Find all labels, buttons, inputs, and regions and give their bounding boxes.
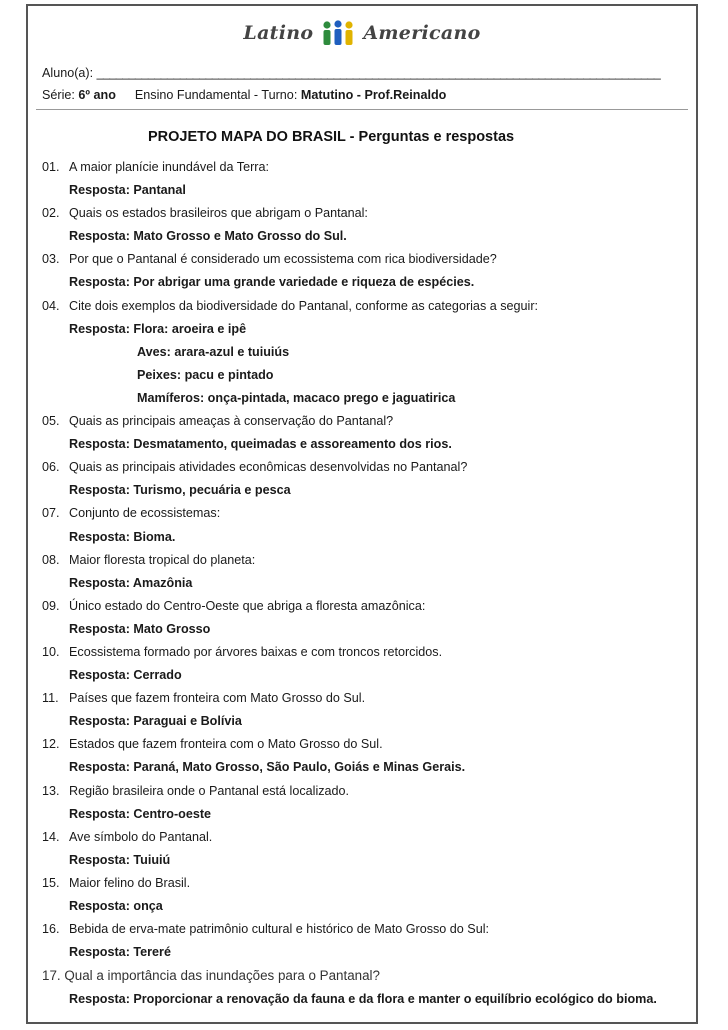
- answer-text: Resposta: Cerrado: [69, 668, 182, 683]
- grade-value: 6º ano: [78, 88, 116, 102]
- shift-text: Matutino - Prof.Reinaldo: [300, 88, 447, 102]
- answer-text: Resposta: Pantanal: [69, 183, 186, 198]
- question-number: 11.: [42, 691, 59, 706]
- question-04: [42, 295, 694, 318]
- question-number: 05.: [42, 414, 60, 429]
- level-text: Ensino Fundamental - Turno:: [134, 88, 298, 102]
- answer-text: Resposta: Paraguai e Bolívia: [69, 714, 242, 729]
- question-14: [42, 826, 694, 849]
- question-text: Quais as principais ameaças à conservação do Pantanal?: [69, 414, 394, 429]
- question-number: 03.: [42, 252, 60, 267]
- page-title: PROJETO MAPA DO BRASIL - Perguntas e respostas: [148, 129, 515, 145]
- answer-text: Resposta: Flora: aroeira e ipê: [69, 321, 247, 336]
- question-06: [42, 456, 694, 479]
- question-17: 17. Qual a importância das inundações para o Pantanal?: [42, 968, 380, 984]
- question-number: 07.: [42, 506, 60, 521]
- question-number: 14.: [42, 829, 60, 844]
- answer-text: Resposta: Proporcionar a renovação da fauna e da flora e manter o equilíbrio ecológico do bioma.: [69, 992, 657, 1007]
- question-text: Maior felino do Brasil.: [69, 875, 191, 890]
- question-05: [42, 410, 694, 433]
- question-number: 09.: [42, 598, 60, 613]
- school-logo: [28, 20, 696, 46]
- header-divider: [36, 109, 688, 110]
- answer-text: Resposta: Mato Grosso e Mato Grosso do Sul.: [69, 229, 347, 244]
- answer-subitem: Mamíferos: onça-pintada, macaco prego e jaguatirica: [137, 390, 456, 405]
- question-08: [42, 549, 694, 572]
- answer-text: Resposta: Desmatamento, queimadas e assoreamento dos rios.: [69, 437, 452, 452]
- answer-text: Resposta: Paraná, Mato Grosso, São Paulo, Goiás e Minas Gerais.: [69, 760, 466, 775]
- question-09: [42, 595, 694, 618]
- question-text: Quais as principais atividades econômicas desenvolvidas no Pantanal?: [69, 460, 468, 475]
- question-number: 06.: [42, 460, 60, 475]
- question-12: [42, 733, 694, 756]
- question-text: Ave símbolo do Pantanal.: [69, 829, 213, 844]
- logo-word-left: Latino: [243, 22, 314, 44]
- answer-subitem: Peixes: pacu e pintado: [137, 367, 274, 382]
- answer-text: Resposta: Centro-oeste: [69, 806, 212, 821]
- question-text: Cite dois exemplos da biodiversidade do Pantanal, conforme as categorias a seguir:: [69, 298, 539, 313]
- question-text: Quais os estados brasileiros que abrigam o Pantanal:: [69, 206, 368, 221]
- worksheet-frame: [26, 4, 698, 1024]
- question-11: [42, 687, 694, 710]
- question-text: Maior floresta tropical do planeta:: [69, 552, 256, 567]
- question-number: 04.: [42, 298, 60, 313]
- question-01: [42, 156, 694, 179]
- question-number: 08.: [42, 552, 60, 567]
- question-text: Bebida de erva-mate patrimônio cultural e histórico de Mato Grosso do Sul:: [69, 922, 490, 937]
- question-number: 12.: [42, 737, 60, 752]
- answer-text: Resposta: Tereré: [69, 945, 171, 960]
- answer-text: Resposta: Bioma.: [69, 529, 176, 544]
- question-text: Por que o Pantanal é considerado um ecossistema com rica biodiversidade?: [69, 252, 497, 267]
- answer-subitem: Aves: arara-azul e tuiuiús: [137, 344, 290, 359]
- question-number: 02.: [42, 206, 60, 221]
- question-07: [42, 502, 694, 525]
- answer-text: Resposta: Por abrigar uma grande variedade e riqueza de espécies.: [69, 275, 475, 290]
- question-number: 16.: [42, 922, 60, 937]
- question-number: 15.: [42, 875, 60, 890]
- question-13: [42, 780, 694, 803]
- question-text: Único estado do Centro-Oeste que abriga a floresta amazônica:: [69, 598, 426, 613]
- grade-line: [42, 88, 446, 102]
- answer-text: Resposta: Mato Grosso: [69, 621, 211, 636]
- question-text: Região brasileira onde o Pantanal está localizado.: [69, 783, 350, 798]
- question-text: Ecossistema formado por árvores baixas e com troncos retorcidos.: [69, 644, 443, 659]
- student-label: Aluno(a):: [42, 66, 94, 80]
- answer-text: Resposta: Turismo, pecuária e pesca: [69, 483, 291, 498]
- grade-label: Série:: [42, 88, 75, 102]
- logo-word-right: Americano: [363, 22, 481, 44]
- answer-text: Resposta: onça: [69, 899, 163, 913]
- student-name-blank: ________________________________________________________________________________________: [96, 66, 661, 80]
- logo-people-icon: [319, 20, 357, 46]
- question-number: 10.: [42, 644, 60, 659]
- question-list: [42, 156, 694, 1007]
- answer-text: Resposta: Amazônia: [69, 575, 193, 590]
- question-number: 13.: [42, 783, 60, 798]
- answer-text: Resposta: Tuiuiú: [69, 852, 171, 867]
- question-text: Países que fazem fronteira com Mato Grosso do Sul.: [69, 691, 366, 706]
- question-text: A maior planície inundável da Terra:: [69, 160, 269, 174]
- question-03: [42, 248, 694, 271]
- question-number: 01.: [42, 160, 60, 174]
- question-16: [42, 918, 694, 941]
- question-text: Conjunto de ecossistemas:: [69, 506, 221, 521]
- question-02: [42, 202, 694, 225]
- student-line: [42, 66, 660, 80]
- question-10: [42, 641, 694, 664]
- question-text: Estados que fazem fronteira com o Mato Grosso do Sul.: [69, 737, 383, 752]
- question-15: [42, 872, 694, 895]
